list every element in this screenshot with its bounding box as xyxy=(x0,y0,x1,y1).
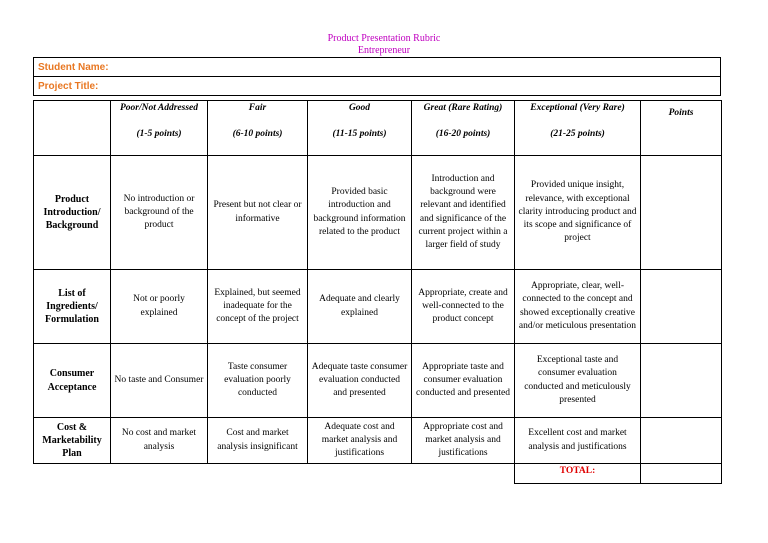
rubric-cell: Not or poorly explained xyxy=(111,270,208,344)
level-label: Exceptional (Very Rare) xyxy=(530,103,625,113)
rubric-row xyxy=(34,344,722,418)
student-name-row xyxy=(34,58,721,77)
total-row xyxy=(34,464,722,484)
header-cell xyxy=(308,101,412,156)
rubric-subtitle: Entrepreneur xyxy=(357,45,411,56)
criteria-label: Product Introduction/ Background xyxy=(34,156,111,270)
rubric-cell: Adequate taste consumer evaluation conducted and presented xyxy=(308,344,412,418)
rubric-header-row xyxy=(34,101,722,156)
rubric-cell: No introduction or background of the product xyxy=(111,156,208,270)
rubric-table xyxy=(33,100,722,484)
points-cell[interactable] xyxy=(641,156,722,270)
points-cell[interactable] xyxy=(641,344,722,418)
criteria-label: List of Ingredients/ Formulation xyxy=(34,270,111,344)
level-points: (6-10 points) xyxy=(232,129,283,139)
level-label: Poor/Not Addressed xyxy=(119,103,199,113)
level-label: Fair xyxy=(248,103,267,113)
total-label: TOTAL: xyxy=(515,464,641,484)
header-cell xyxy=(515,101,641,156)
level-points: (11-15 points) xyxy=(332,129,387,139)
level-label: Good xyxy=(348,103,371,113)
rubric-cell: Cost and market analysis insignificant xyxy=(208,418,308,464)
header-cell xyxy=(208,101,308,156)
points-cell[interactable] xyxy=(641,418,722,464)
rubric-cell: Appropriate, clear, well-connected to the concept and showed exceptionally creative and/or meticulous presentation xyxy=(515,270,641,344)
level-points: (16-20 points) xyxy=(435,129,491,139)
rubric-cell: Appropriate taste and consumer evaluation conducted and presented xyxy=(412,344,515,418)
header-cell xyxy=(412,101,515,156)
rubric-cell: Provided unique insight, relevance, with exceptional clarity introducing product and its scope and significance of project xyxy=(515,156,641,270)
rubric-cell: Introduction and background were relevant and identified and significance of the current project within a larger field of study xyxy=(412,156,515,270)
level-label: Great (Rare Rating) xyxy=(423,103,503,113)
rubric-cell: No taste and Consumer xyxy=(111,344,208,418)
rubric-row xyxy=(34,270,722,344)
project-title-label: Project Title: xyxy=(34,77,721,96)
points-header-cell: Points xyxy=(641,101,722,156)
rubric-cell: Appropriate, create and well-connected to the product concept xyxy=(412,270,515,344)
level-points: (21-25 points) xyxy=(550,129,605,139)
project-title-row xyxy=(34,77,721,96)
criteria-header-cell xyxy=(34,101,111,156)
student-info-table xyxy=(33,57,721,96)
rubric-cell: Adequate cost and market analysis and justifications xyxy=(308,418,412,464)
student-name-label: Student Name: xyxy=(34,58,721,77)
criteria-label: Consumer Acceptance xyxy=(34,344,111,418)
rubric-cell: Taste consumer evaluation poorly conducted xyxy=(208,344,308,418)
rubric-row xyxy=(34,156,722,270)
criteria-label: Cost & Marketability Plan xyxy=(34,418,111,464)
total-points-cell[interactable] xyxy=(641,464,722,484)
rubric-cell: Appropriate cost and market analysis and justifications xyxy=(412,418,515,464)
rubric-title: Product Presentation Rubric xyxy=(327,33,441,44)
rubric-cell: Exceptional taste and consumer evaluation conducted and meticulously presented xyxy=(515,344,641,418)
rubric-cell: Excellent cost and market analysis and justifications xyxy=(515,418,641,464)
level-points: (1-5 points) xyxy=(136,129,182,139)
rubric-row xyxy=(34,418,722,464)
rubric-cell: Explained, but seemed inadequate for the concept of the project xyxy=(208,270,308,344)
rubric-cell: Present but not clear or informative xyxy=(208,156,308,270)
rubric-cell: No cost and market analysis xyxy=(111,418,208,464)
rubric-cell: Provided basic introduction and background information related to the product xyxy=(308,156,412,270)
points-cell[interactable] xyxy=(641,270,722,344)
header-cell xyxy=(111,101,208,156)
rubric-cell: Adequate and clearly explained xyxy=(308,270,412,344)
